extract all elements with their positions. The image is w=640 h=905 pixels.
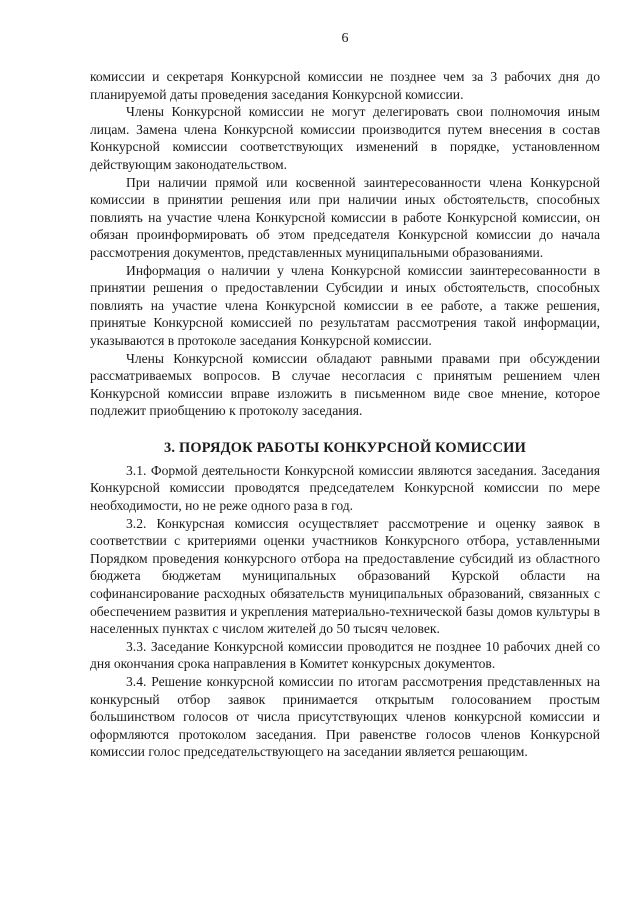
section-heading: 3. ПОРЯДОК РАБОТЫ КОНКУРСНОЙ КОМИССИИ (164, 439, 526, 456)
paragraph-equal-rights: Члены Конкурсной комиссии обладают равными правами при обсуждении рассматриваемых вопросов. В случае несогласия с принятым решением член Конкурсной комиссии вправе изложить в письменном виде свое мнение, которое подлежит приобщению к протоколу заседания. (90, 350, 600, 419)
paragraph-interest-information: Информация о наличии у члена Конкурсной комиссии заинтересованности в принятии решения о предоставлении Субсидии и иных обстоятельств, способных повлиять на участие члена Конкурсной комиссии в ее работе, а также решения, принятые Конкурсной комиссией по результатам рассмотрения такой информации, указываются в протоколе заседания Конкурсной комиссии. (90, 262, 600, 348)
paragraph-3-3: 3.3. Заседание Конкурсной комиссии проводится не позднее 10 рабочих дней со дня окончания срока направления в Комитет конкурсных документов. (90, 638, 600, 672)
paragraph-conflict-of-interest: При наличии прямой или косвенной заинтересованности члена Конкурсной комиссии в принятии решения или при наличии иных обстоятельств, способных повлиять на участие члена Конкурсной комиссии в работе Конкурсной комиссии, он обязан проинформировать об этом председателя Конкурсной комиссии до начала рассмотрения документов, представленных муниципальными образованиями. (90, 174, 600, 260)
page-number: 6 (341, 31, 349, 46)
paragraph-delegation: Члены Конкурсной комиссии не могут делегировать свои полномочия иным лицам. Замена члена Конкурсной комиссии производится путем внесения в состав Конкурсной комиссии соответствующих изменений в порядке, установленном действующим законодательством. (90, 104, 600, 172)
paragraph-3-4: 3.4. Решение конкурсной комиссии по итогам рассмотрения представленных на конкурсный отбор заявок принимается открытым голосованием простым большинством голосов от числа присутствующих членов конкурсной комиссии и оформляются протоколом заседания. При равенстве голосов членов Конкурсной комиссии голос председательствующего на заседании является решающим. (90, 674, 600, 760)
paragraph-continuation: комиссии и секретаря Конкурсной комиссии не позднее чем за 3 рабочих дня до планируемой даты проведения заседания Конкурсной комиссии. (90, 69, 600, 102)
paragraph-3-2: 3.2. Конкурсная комиссия осуществляет рассмотрение и оценку заявок в соответствии с критериями оценки участников Конкурсного отбора, уставленными Порядком проведения конкурсного отбора на предоставление субсидий из областного бюджета бюджетам муниципальных образований Курской области на софинансирование расходных обязательств муниципальных образований, связанных с обеспечением развития и укрепления материально-технической базы домов культуры в населенных пунктах с числом жителей до 50 тысяч человек. (90, 515, 600, 637)
paragraph-3-1: 3.1. Формой деятельности Конкурсной комиссии являются заседания. Заседания Конкурсной комиссии проводятся председателем Конкурсной комиссии по мере необходимости, но не реже одного раза в год. (90, 462, 600, 514)
document-page (90, 30, 600, 890)
